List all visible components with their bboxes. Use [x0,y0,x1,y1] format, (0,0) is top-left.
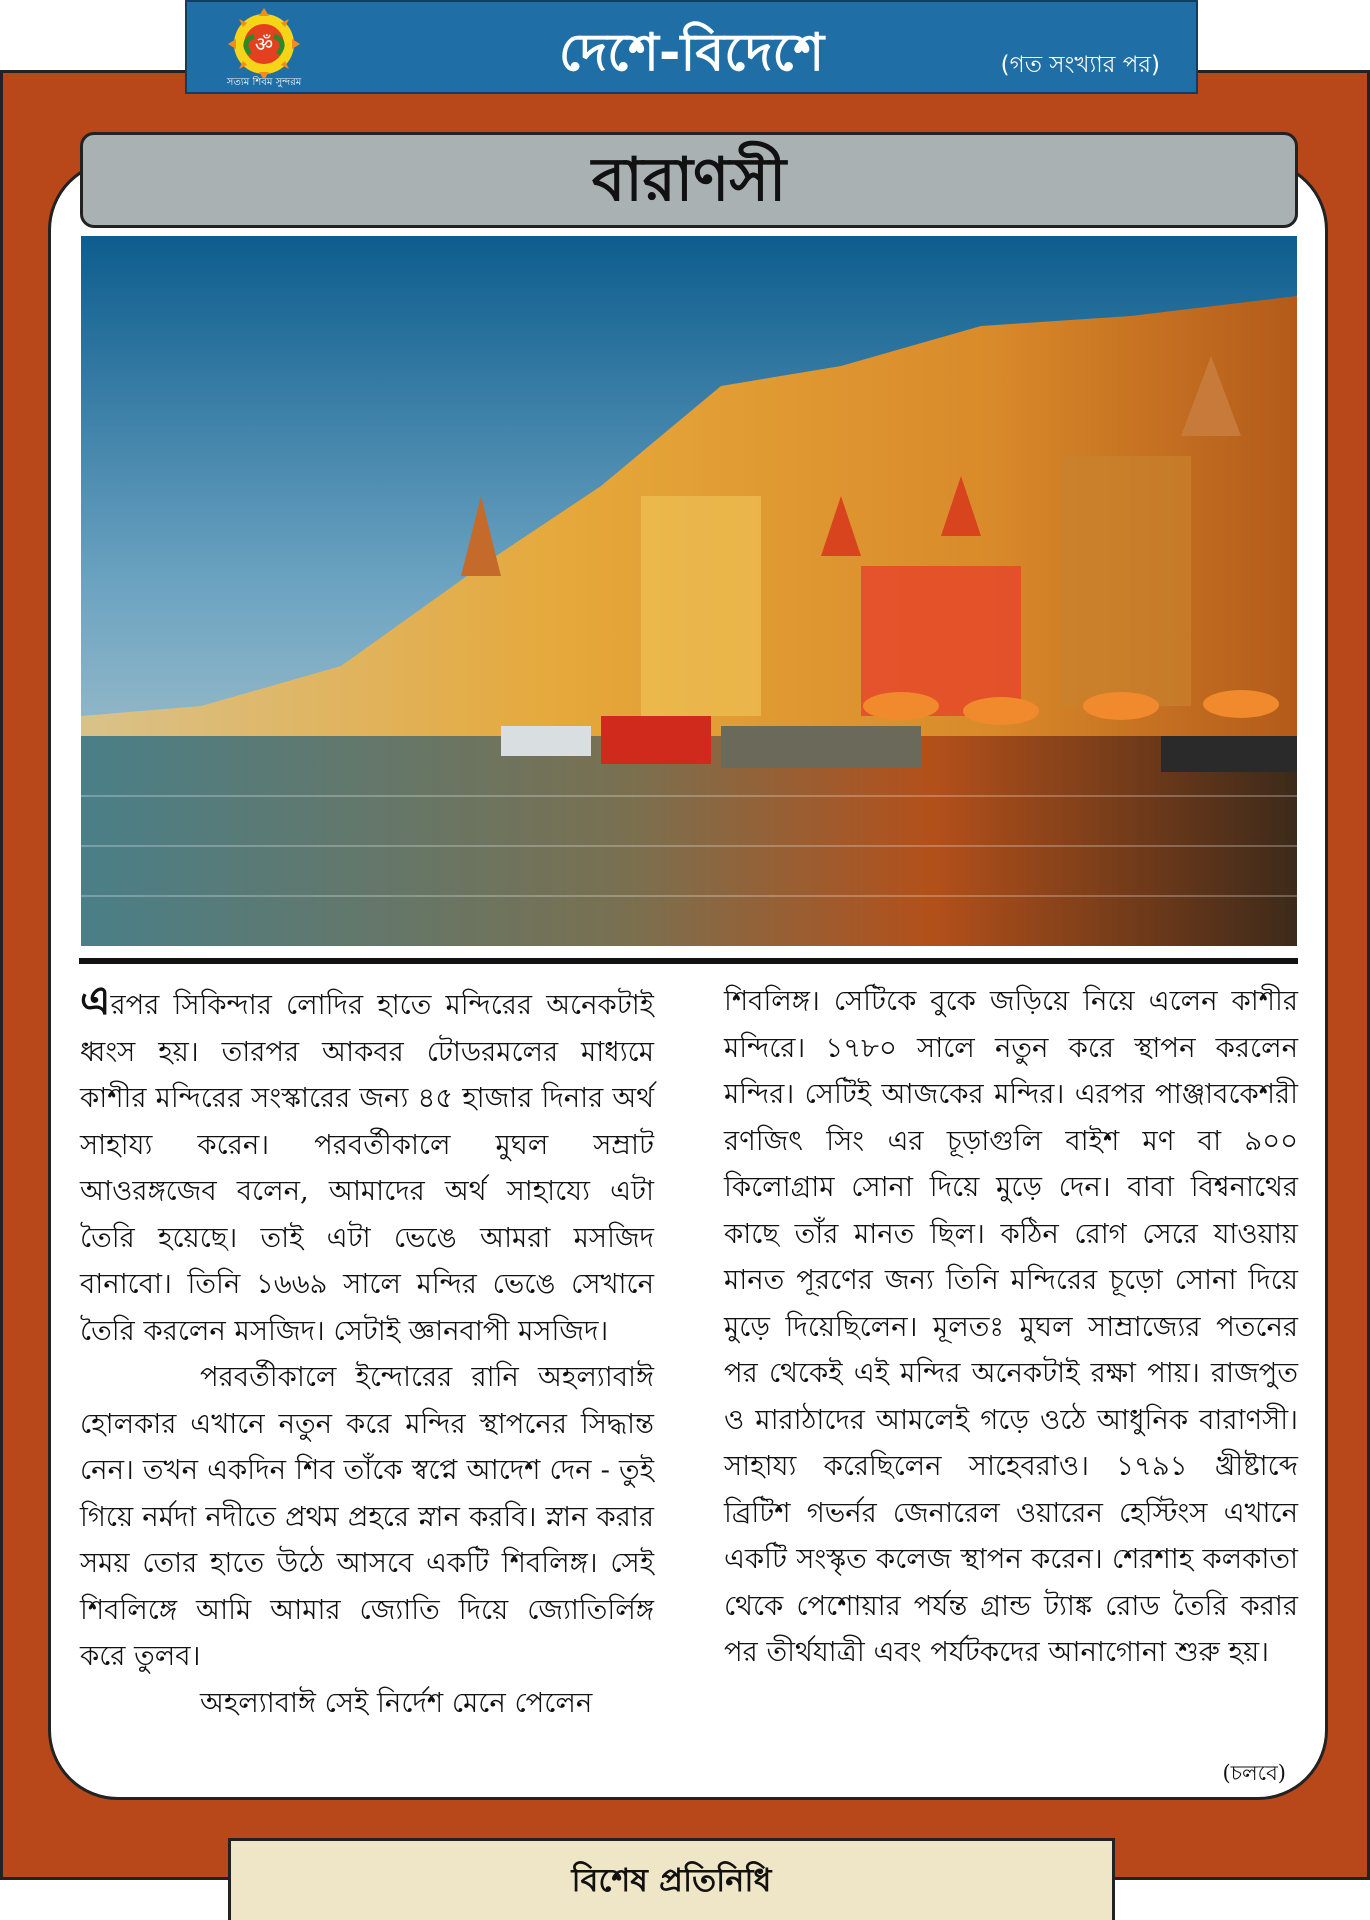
varanasi-ghats-photo [81,236,1297,946]
article-body [80,978,1298,1776]
logo-caption: সত্যম শিবম সুন্দরম [226,77,302,88]
article-title-box [80,132,1298,228]
article-title: বারাণসী [591,145,787,215]
article-paragraph: অহল্যাবাঈ সেই নির্দেশ মেনে পেলেন [200,1686,593,1719]
paragraph-text: রপর সিকিন্দার লোদির হাতে মন্দিরের অনেকটাই ধ্বংস হয়। তারপর আকবর টোডরমলের মাধ্যমে কাশীর মন্দিরের সংস্কারের জন্য ৪৫ হাজার দিনার অর্থ সাহায্য করেন। পরবর্তীকালে মুঘল সম্রাট আওরঙ্গজেব বলেন, আমাদের অর্থ সাহায্যে এটা তৈরি হয়েছে। তাই এটা ভেঙে আমরা মসজিদ বানাবো। তিনি ১৬৬৯ সালে মন্দির ভেঙে সেখানে তৈরি করলেন মসজিদ। সেটাই জ্ঞানবাপী মসজিদ। [80,989,654,1347]
byline: বিশেষ প্রতিনিধি [571,1861,772,1899]
title-rule [79,958,1298,964]
section-header [185,0,1198,94]
section-title: দেশে-বিদেশে [558,23,825,83]
byline-box [228,1838,1115,1920]
to-be-continued-note: (চলবে) [1222,1761,1286,1785]
article-paragraph: শিবলিঙ্গ। সেটিকে বুকে জড়িয়ে নিয়ে এলেন কাশীর মন্দিরে। ১৭৮০ সালে নতুন করে স্থাপন করলেন মন্দির। সেটিই আজকের মন্দির। এরপর পাঞ্জাবকেশরী রণজিৎ সিং এর চূড়াগুলি বাইশ মণ বা ৯০০ কিলোগ্রাম সোনা দিয়ে মুড়ে দেন। বাবা বিশ্বনাথের কাছে তাঁর মানত ছিল। কঠিন রোগ সেরে যাওয়ায় মানত পূরণের জন্য তিনি মন্দিরের চূড়ো সোনা দিয়ে মুড়ে দিয়েছিলেন। মূলতঃ মুঘল সাম্রাজ্যের পতনের পর থেকেই এই মন্দির অনেকটাই রক্ষা পায়। রাজপুত ও মারাঠাদের আমলেই গড়ে ওঠে আধুনিক বারাণসী। সাহায্য করেছিলেন সাহেবরাও। ১৭৯১ খ্রীষ্টাব্দে ব্রিটিশ গভর্নর জেনারেল ওয়ারেন হেস্টিংস এখানে একটি সংস্কৃত কলেজ স্থাপন করেন। শেরশাহ কলকাতা থেকে পেশোয়ার পর্যন্ত গ্রান্ড ট্যাঙ্ক রোড তৈরি করার পর তীর্থযাত্রী এবং পর্যটকদের আনাগোনা শুরু হয়। [724,985,1298,1668]
article-paragraph [80,978,654,1354]
article-column-right [724,978,1298,1776]
article-paragraph: পরবর্তীকালে ইন্দোরের রানি অহল্যাবাঈ হোলকার এখানে নতুন করে মন্দির স্থাপনের সিদ্ধান্ত নেন। তখন একদিন শিব তাঁকে স্বপ্নে আদেশ দেন - তুই গিয়ে নর্মদা নদীতে প্রথম প্রহরে স্নান করবি। স্নান করার সময় তোর হাতে উঠে আসবে একটি শিবলিঙ্গ। সেই শিবলিঙ্গে আমি আমার জ্যোতি দিয়ে জ্যোতির্লিঙ্গ করে তুলব। [80,1361,654,1672]
continued-note: (গত সংখ্যার পর) [1000,52,1160,78]
article-column-left [80,978,654,1776]
svg-text:ॐ: ॐ [254,32,274,56]
drop-cap: এ [80,977,111,1024]
